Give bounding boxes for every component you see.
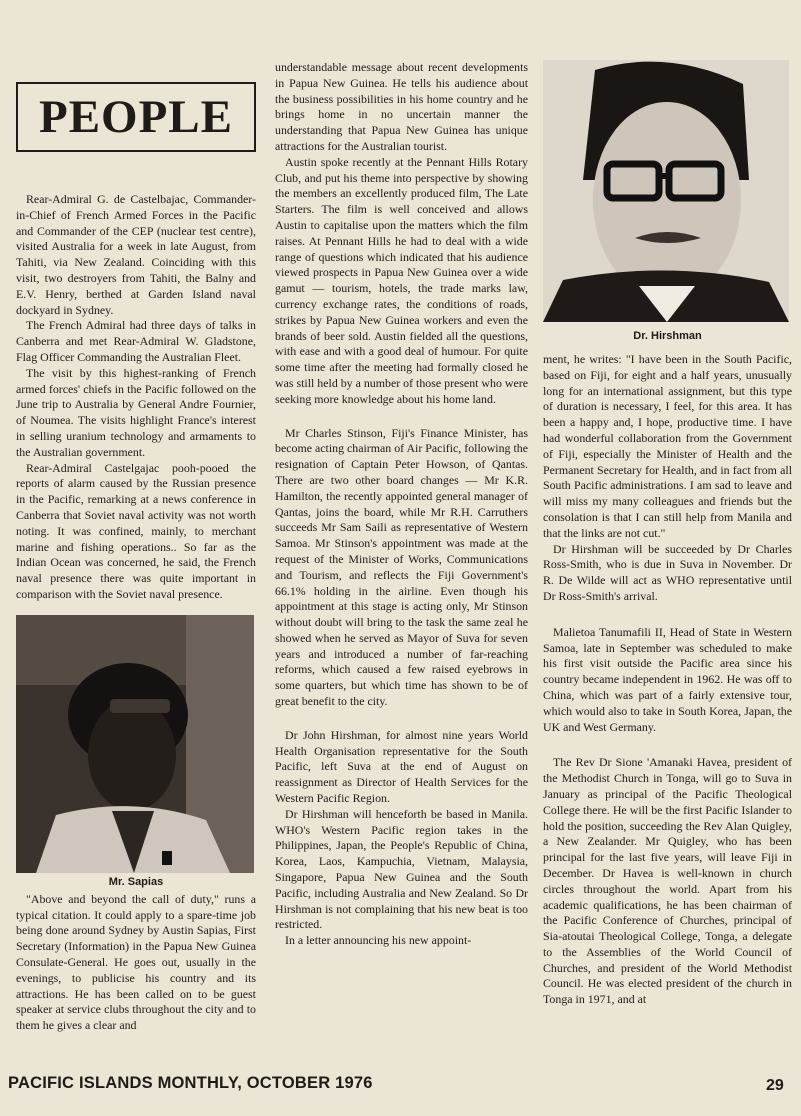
paragraph: Dr Hirshman will be succeeded by Dr Charles Ross-Smith, who is due in Suva in November. Dr R. De Wilde will act as WHO representative until Dr Ross-Smith's arrival. [543, 541, 792, 603]
column-3 [543, 60, 792, 1008]
article-castelbajac [16, 192, 256, 603]
paragraph: In a letter announcing his new appoint- [285, 933, 472, 948]
paragraph: Rear-Admiral G. de Castelbajac, Commander-in-Chief of French Armed Forces in the Pacific and Commander of the CEP (nuclear test centre), visited Australia for a week in late August, from Tahiti, via New Zealand. Coinciding with this visit, two destroyers from Tahiti, the Balny and E.V. Henry, berthed at Garden Island naval dockyard in Sydney. [16, 192, 256, 317]
paragraph: Austin spoke recently at the Pennant Hills Rotary Club, and put his theme into perspective by showing the members an excellently produced film, The Late Starters. The film is well conceived and allows Austin to capitalise upon the matters which the film raises. At Pennant Hills he had to deal with a wide range of questions which indicated that his audience viewed prospects in Papua New Guinea over a wide gamut — tourism, hotels, the trade marks law, currency exchange rates, the conditions of roads, strikes by Papua New Guinea workers and even the brands of beer sold. Austin fielded all the questions, with ease and with a good deal of humour. For quite some time after the meeting had formally closed he was still held by a number of those present who were seeking more knowledge about his home land. [275, 154, 528, 406]
paragraph: Dr John Hirshman, for almost nine years World Health Organisation representative for the South Pacific, left Suva at the end of August on reassignment as Director of Health Services for the Western Pacific Region. [275, 727, 528, 806]
portrait-photo [543, 60, 789, 322]
article-hirshman [275, 728, 528, 949]
paragraph: The visit by this highest-ranking of French armed forces' chiefs in the Pacific followed on the June trip to Australia by General Andre Fournier, of Noumea. The visits highlight France's interest in selling uranium technology and armaments to the Australian government. [16, 365, 256, 459]
article-havea [543, 755, 792, 1008]
paragraph: understandable message about recent developments in Papua New Guinea. He tells his audience about the business possibilities in his home country and he brings home in no uncertain manner the understanding that Papua New Guinea has unique attractions for the Australian tourist. [275, 60, 528, 153]
portrait-illustration [543, 60, 789, 322]
column-2 [275, 60, 528, 949]
section-masthead [16, 82, 256, 152]
article-malietoa [543, 625, 792, 736]
paragraph: "Above and beyond the call of duty," runs a typical citation. It could apply to a spare-time job being done around Sydney by Austin Sapias, First Secretary (Information) in the Papua New Guinea Consulate-General. He goes out, usually in the evenings, to publicise his country and its attractions. He has been called on to be guest speaker at service clubs throughout the city and to them he gives a clear and [16, 891, 256, 1033]
portrait-illustration [16, 615, 254, 873]
article-sapias [16, 892, 256, 1034]
photo-dr-hirshman [543, 60, 792, 352]
article-hirshman-continued [543, 352, 792, 605]
page-number: 29 [766, 1077, 784, 1094]
section-title: PEOPLE [38, 91, 234, 143]
paragraph: The French Admiral had three days of talks in Canberra and met Rear-Admiral W. Gladstone, Flag Officer Commanding the Australian Fleet. [16, 318, 256, 364]
photo-mr-sapias [16, 615, 256, 892]
article-sapias-continued [275, 60, 528, 408]
article-stinson [275, 426, 528, 710]
publication-footer: PACIFIC ISLANDS MONTHLY, OCTOBER 1976 [8, 1074, 373, 1092]
portrait-photo [16, 615, 254, 873]
paragraph: The Rev Dr Sione 'Amanaki Havea, president of the Methodist Church in Tonga, will go to Suva in January as principal of the Pacific Theological College there. He will be the first Pacific Islander to hold the position, succeeding the Rev Alan Quigley, a New Zealander. Mr Quigley, who has been principal for the last five years, will leave Fiji in December. Dr Havea is well-known in church circles throughout the world. Apart from his academic qualifications, he has been chairman of the Pacific Conference of Churches, principal of Sia-atoutai Theological College, Tonga, a delegate to the Assemblies of the World Council of Churches, and president of the World Methodist Council. He was elected president of the church in Tonga in 1971, and at [543, 755, 792, 1007]
paragraph: Dr Hirshman will henceforth be based in Manila. WHO's Western Pacific region takes in the Philippines, Japan, the People's Republic of China, Korea, Laos, Kampuchia, Vietnam, Malaysia, Singapore, Papua New Guinea and the South Pacific, including Australia and New Zealand. So Dr Hirshman is not complaining that his new beat is too restricted. [275, 806, 528, 932]
paragraph: ment, he writes: "I have been in the South Pacific, based on Fiji, for eight and a half years, unusually long for an international assignment, but this type of duration is necessary, I feel, for this area. It has been a happy and, I hope, productive time. I have had wonderful collaboration from the Government of Fiji, especially the Minister of Health and the Permanent Secretary for Health, and in fact from all South Pacific administrations. I am sad to leave and will miss my many colleagues and friends but the consolation is that I can still help from Manila and that the links are not cut." [543, 352, 792, 540]
paragraph: Rear-Admiral Castelgajac pooh-pooed the reports of alarm caused by the Russian presence in the Pacific, remarking at a news conference in Canberra that Soviet naval activity was not worth noting. It was confined, mainly, to merchant marine and fishing operations.. So far as the Indian Ocean was concerned, he said, the French naval presence there was quite important in comparison with the Soviet naval presence. [16, 460, 256, 601]
photo-caption: Dr. Hirshman [633, 330, 702, 342]
photo-caption: Mr. Sapias [108, 875, 164, 888]
paragraph: Malietoa Tanumafili II, Head of State in Western Samoa, late in September was scheduled to make his first visit outside the Pacific area since his country became independent in 1962. He was off to China, which was part of a fairly extensive tour, which would also to take in South Korea, Japan, the UK and West Germany. [543, 624, 792, 734]
paragraph: Mr Charles Stinson, Fiji's Finance Minister, has become acting chairman of Air Pacific, following the resignation of Captain Peter Howson, of Qantas. There are two other board changes — Mr K.R. Hamilton, the recently appointed general manager of Qantas, joins the board, while Mr R.H. Carruthers succeeds Mr Sam Saili as representative of Western Samoa. Mr Stinson's appointment was made at the request of the Minister of Works, Communications and Tourism, and reflects the Fiji Government's 66.1% holding in the airline. Even though his appointment at this stage is acting only, Mr Stinson without doubt will bring to the task the same zeal he showed when he served as Mayor of Suva for seven years and introduced a number of far-reaching reforms, which caused a few raised eyebrows in some quarters, but which time has shown to be of great benefit to the city. [275, 425, 528, 709]
column-1 [16, 60, 256, 1034]
